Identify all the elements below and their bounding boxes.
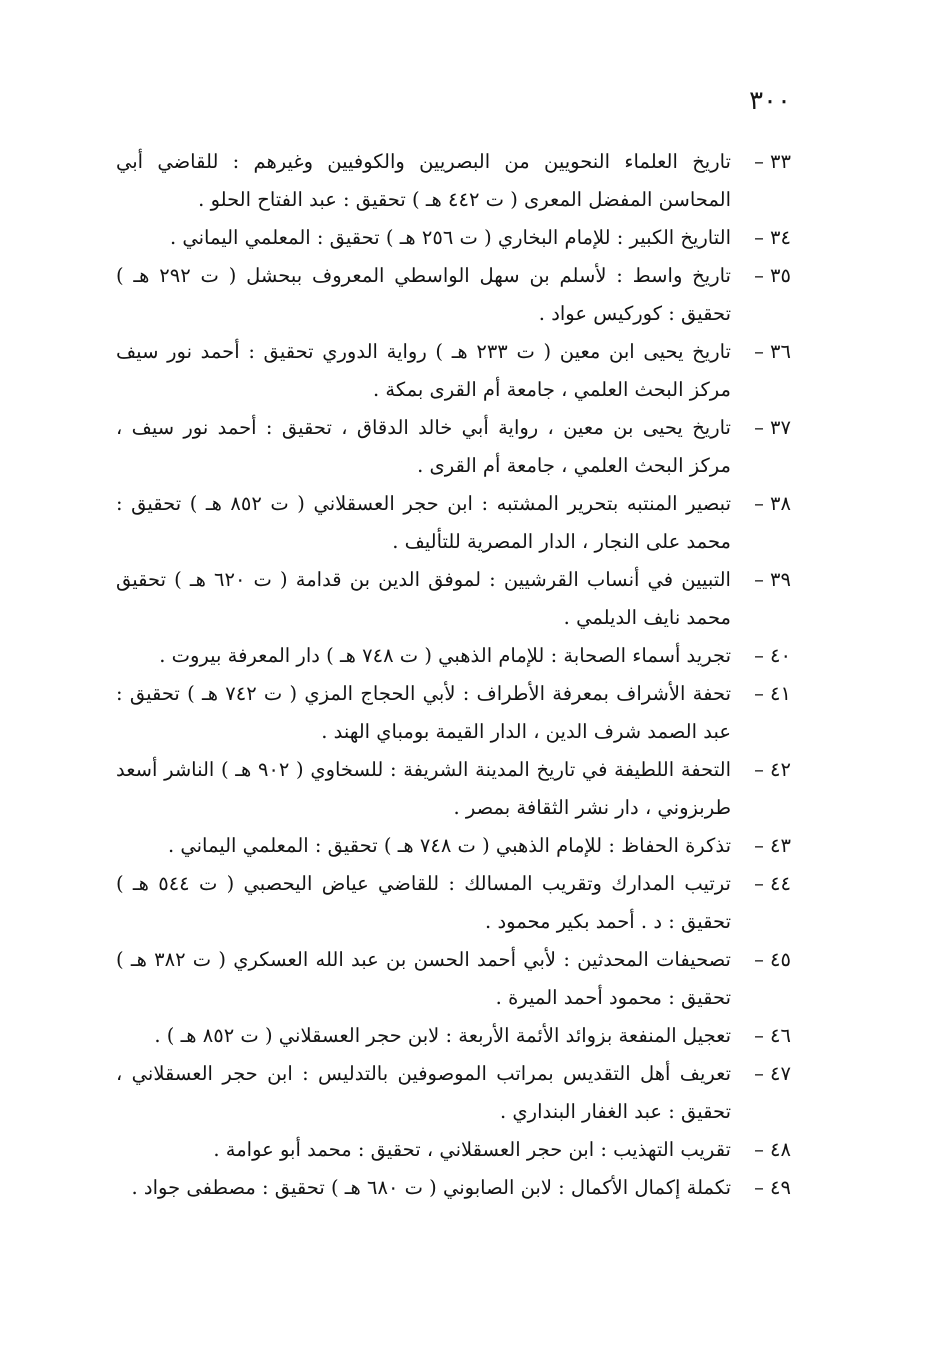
entry-text: تاريخ واسط : لأسلم بن سهل الواسطي المعروف ببحشل ( ت ٢٩٢ هـ ) تحقيق : كوركيس عواد . [116, 264, 731, 325]
bibliography-entry [116, 1131, 791, 1169]
bibliography-entry [116, 751, 791, 827]
entry-text: تبصير المنتبه بتحرير المشتبه : ابن حجر العسقلاني ( ت ٨٥٢ هـ ) تحقيق : محمد على النجار ، الدار المصرية للتأليف . [116, 492, 731, 553]
entry-number: ٤٠ – [754, 644, 791, 667]
bibliography-entry [116, 1017, 791, 1055]
bibliography-entry [116, 675, 791, 751]
entry-number: ٤١ – [754, 682, 791, 705]
bibliography-entry [116, 637, 791, 675]
entry-number: ٤٥ – [754, 948, 791, 971]
entry-text: تاريخ العلماء النحويين من البصريين والكوفيين وغيرهم : للقاضي أبي المحاسن المفضل المعرى ( ت ٤٤٢ هـ ) تحقيق : عبد الفتاح الحلو . [116, 150, 731, 211]
bibliography-entry [116, 1169, 791, 1207]
entry-number: ٤٦ – [754, 1024, 791, 1047]
bibliography-entry [116, 219, 791, 257]
entry-text: ترتيب المدارك وتقريب المسالك : للقاضي عياض اليحصبي ( ت ٥٤٤ هـ ) تحقيق : د . أحمد بكير محمود . [116, 872, 731, 933]
entry-number: ٤٧ – [754, 1062, 791, 1085]
entry-text: تاريخ يحيى بن معين ، رواية أبي خالد الدقاق ، تحقيق : أحمد نور سيف ، مركز البحث العلمي ، جامعة أم القرى . [116, 416, 731, 477]
entry-number: ٤٣ – [754, 834, 791, 857]
bibliography-entry [116, 865, 791, 941]
entry-text: تحفة الأشراف بمعرفة الأطراف : لأبي الحجاج المزي ( ت ٧٤٢ هـ ) تحقيق : عبد الصمد شرف الدين ، الدار القيمة بومباي الهند . [116, 682, 732, 743]
entry-text: تعجيل المنفعة بزوائد الأئمة الأربعة : لابن حجر العسقلاني ( ت ٨٥٢ هـ ) . [154, 1024, 731, 1047]
entry-text: تذكرة الحفاظ : للإمام الذهبي ( ت ٧٤٨ هـ ) تحقيق : المعلمي اليماني . [167, 834, 731, 857]
entry-number: ٤٩ – [754, 1176, 791, 1199]
entry-number: ٤٢ – [754, 758, 791, 781]
entry-text: التاريخ الكبير : للإمام البخاري ( ت ٢٥٦ هـ ) تحقيق : المعلمي اليماني . [169, 226, 731, 249]
bibliography-entry [116, 409, 791, 485]
entry-number: ٣٩ – [754, 568, 791, 591]
bibliography-entry [116, 941, 791, 1017]
entry-number: ٣٥ – [754, 264, 791, 287]
entry-text: تاريخ يحيى ابن معين ( ت ٢٣٣ هـ ) رواية الدوري تحقيق : أحمد نور سيف مركز البحث العلمي ، جامعة أم القرى بمكة . [116, 340, 731, 401]
entry-text: تقريب التهذيب : ابن حجر العسقلاني ، تحقيق : محمد أبو عوامة . [213, 1138, 731, 1161]
bibliography-entry [116, 257, 791, 333]
entry-text: تصحيفات المحدثين : لأبي أحمد الحسن بن عبد الله العسكري ( ت ٣٨٢ هـ ) تحقيق : محمود أحمد الميرة . [116, 948, 731, 1009]
entry-number: ٤٨ – [754, 1138, 791, 1161]
bibliography-entry [116, 1055, 791, 1131]
bibliography-entry [116, 827, 791, 865]
bibliography-entry [116, 143, 791, 219]
entry-text: تجريد أسماء الصحابة : للإمام الذهبي ( ت ٧٤٨ هـ ) دار المعرفة بيروت . [159, 644, 731, 667]
entry-number: ٣٨ – [754, 492, 791, 515]
entry-number: ٣٦ – [754, 340, 791, 363]
entry-number: ٣٧ – [754, 416, 791, 439]
entry-text: التبيين في أنساب القرشيين : لموفق الدين بن قدامة ( ت ٦٢٠ هـ ) تحقيق محمد نايف الديلمي . [116, 568, 731, 629]
bibliography-entry [116, 485, 791, 561]
entry-text: تكملة إكمال الأكمال : لابن الصابوني ( ت ٦٨٠ هـ ) تحقيق : مصطفى جواد . [131, 1176, 731, 1199]
bibliography-entry [116, 333, 791, 409]
entry-number: ٣٣ – [754, 150, 791, 173]
entry-text: تعريف أهل التقديس بمراتب الموصوفين بالتدليس : ابن حجر العسقلاني ، تحقيق : عبد الغفار البنداري . [116, 1062, 731, 1123]
bibliography-entry [116, 561, 791, 637]
page-number: ٣٠٠ [749, 86, 791, 116]
entry-number: ٣٤ – [754, 226, 791, 249]
entry-number: ٤٤ – [754, 872, 791, 895]
bibliography-list [116, 143, 791, 1207]
entry-text: التحفة اللطيفة في تاريخ المدينة الشريفة : للسخاوي ( ٩٠٢ هـ ) الناشر أسعد طربزوني ، دار نشر الثقافة بمصر . [116, 758, 731, 819]
